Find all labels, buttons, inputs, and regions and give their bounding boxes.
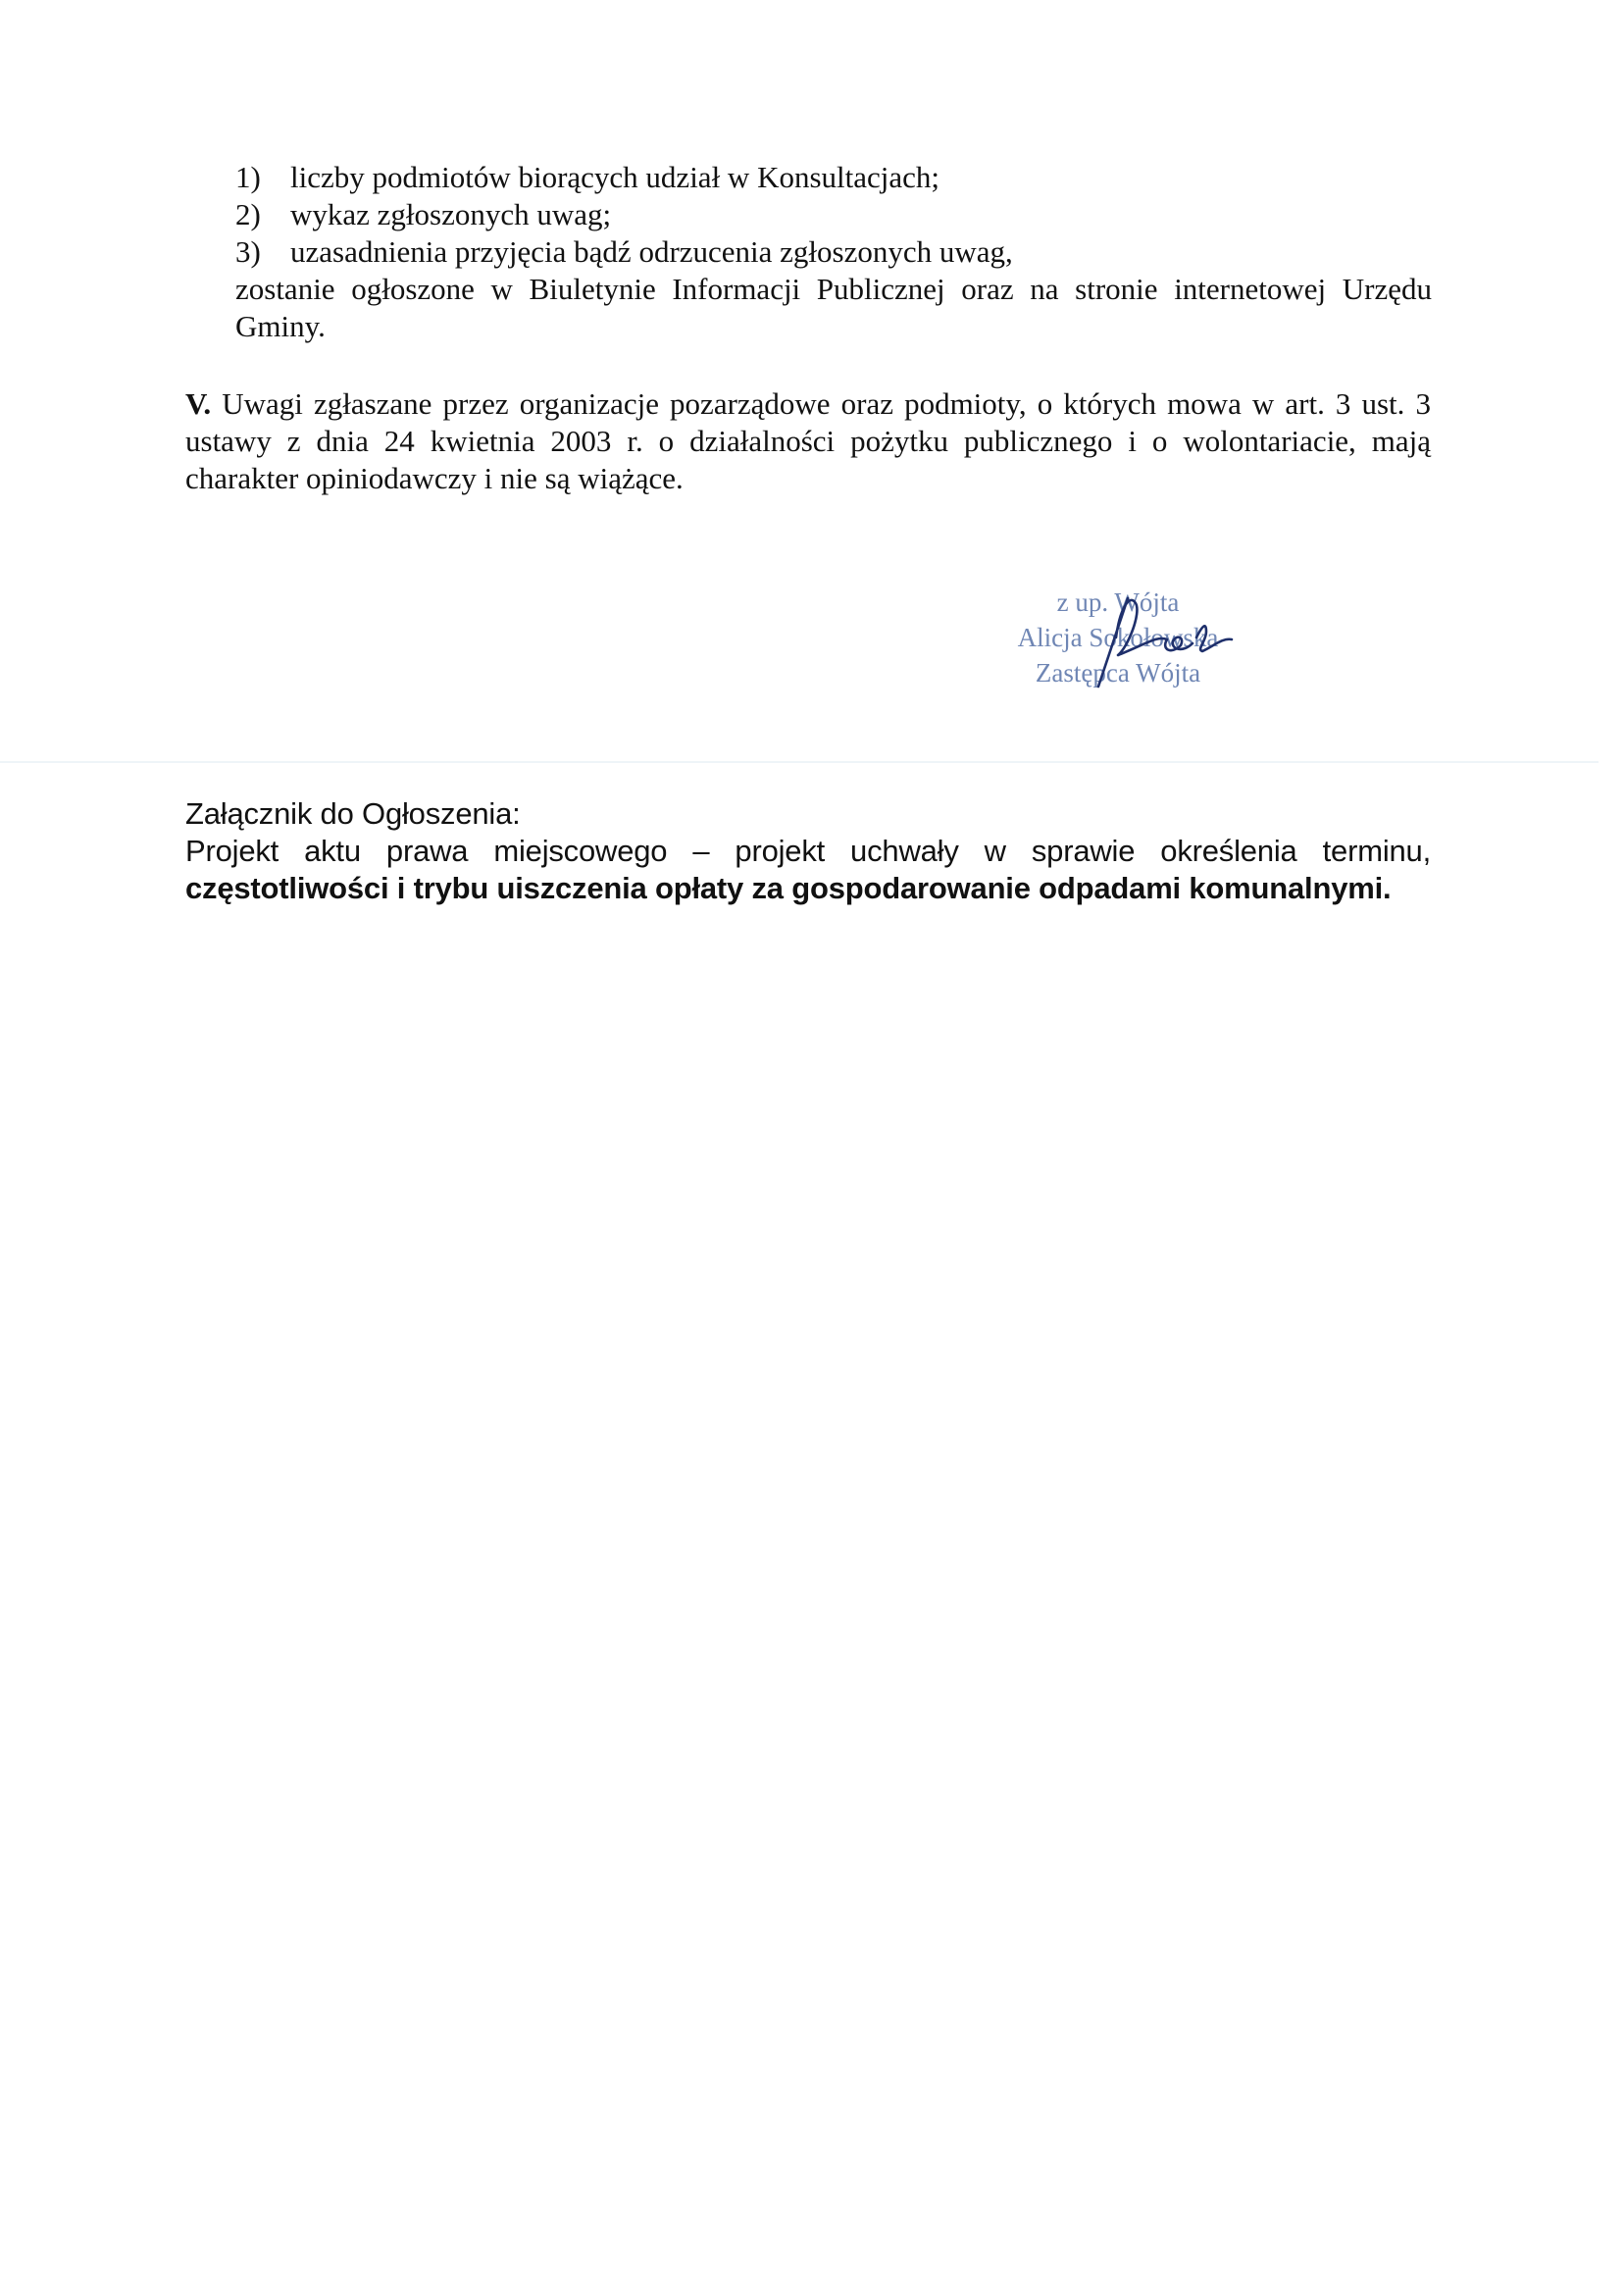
attachment-section — [185, 795, 1431, 907]
list-item-number: 2) — [235, 197, 261, 231]
section-v-paragraph — [185, 385, 1431, 497]
list-item — [235, 196, 1432, 233]
attachment-heading: Załącznik do Ogłoszenia: — [185, 796, 521, 831]
stamp-line-title: Zastępca Wójta — [1035, 658, 1201, 688]
attachment-body-bold: częstotliwości i trybu uiszczenia opłaty za gospodarowanie odpadami komunalnymi. — [185, 871, 1392, 905]
list-item-text: wykaz zgłoszonych uwag; — [290, 197, 612, 231]
list-item-text: uzasadnienia przyjęcia bądź odrzucenia zgłoszonych uwag, — [290, 234, 1013, 269]
handwritten-signature — [1059, 579, 1255, 696]
list-item-number: 1) — [235, 160, 261, 194]
scan-divider — [0, 761, 1599, 763]
list-closing-sentence: zostanie ogłoszone w Biuletynie Informacji Publicznej oraz na stronie internetowej Urzędu Gminy. — [235, 272, 1432, 343]
stamp-line-name: Alicja Sokołowska — [1017, 623, 1219, 652]
section-v-label: V. — [185, 386, 212, 421]
section-v-text: Uwagi zgłaszane przez organizacje pozarządowe oraz podmioty, o których mowa w art. 3 ust. 3 ustawy z dnia 24 kwietnia 2003 r. o działalności pożytku publicznego i o wolontariacie, mają charakter opiniodawczy i nie są wiążące. — [185, 386, 1431, 495]
list-item — [235, 159, 1432, 196]
attachment-body — [185, 833, 1431, 907]
list-item-text: liczby podmiotów biorących udział w Konsultacjach; — [290, 160, 940, 194]
stamp-line-authorization: z up. Wójta — [1056, 587, 1180, 617]
list-item-number: 3) — [235, 234, 261, 269]
list-item — [235, 233, 1432, 271]
result-list — [235, 159, 1432, 345]
attachment-body-regular: Projekt aktu prawa miejscowego – projekt uchwały w sprawie określenia terminu, — [185, 834, 1431, 868]
